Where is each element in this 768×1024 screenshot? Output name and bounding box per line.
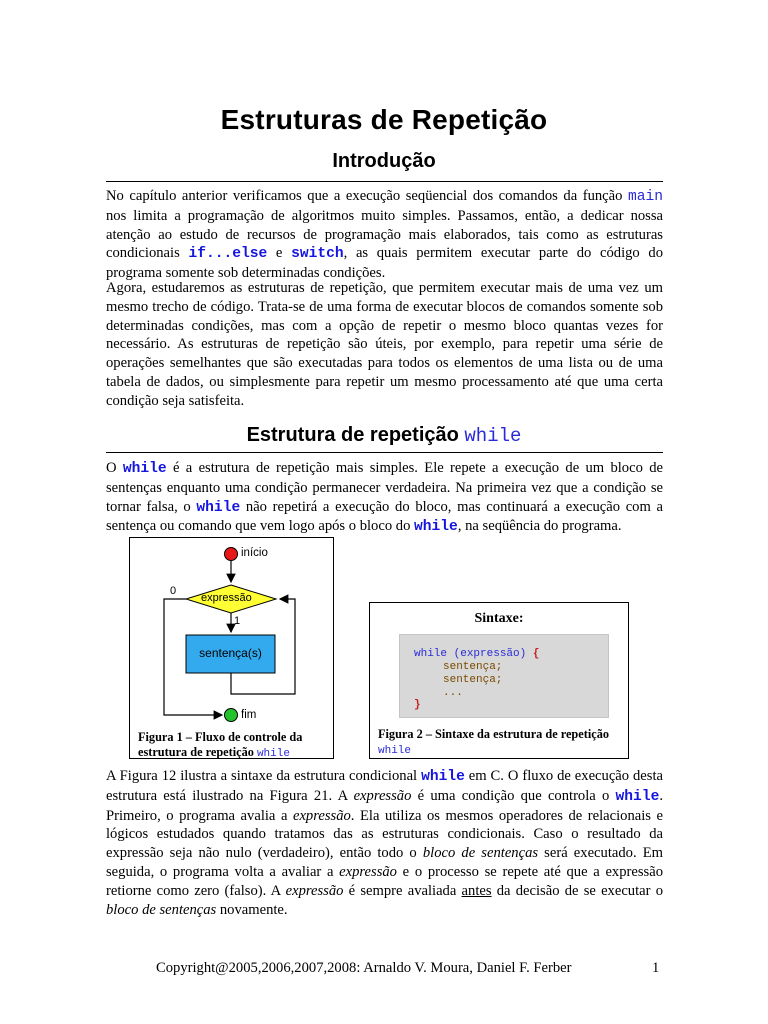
true-label: 1 (234, 615, 241, 627)
statement-label: sentença(s) (199, 646, 262, 660)
keyword-if-else: if...else (188, 246, 268, 263)
false-label: 0 (170, 585, 177, 597)
code-keyword-while: while (414, 648, 448, 660)
section-heading-intro: Introdução (332, 150, 436, 172)
figure-1-caption: Figura 1 – Fluxo de controle da estrutura de repetição while (138, 730, 303, 760)
figure-2-caption: Figura 2 – Sintaxe da estrutura de repetição while (378, 727, 609, 757)
keyword-switch: switch (291, 246, 344, 263)
section-divider (106, 452, 663, 453)
heading-code-while: while (464, 425, 522, 447)
page-number: 1 (652, 960, 660, 976)
start-node (225, 548, 238, 561)
syntax-heading: Sintaxe: (474, 611, 524, 626)
section-divider (106, 181, 663, 182)
while-paragraph-2: A Figura 12 ilustra a sintaxe da estrutura condicional while em C. O fluxo de execução desta estrutura está ilustrado na Figura 21. A expressão é uma condição que controla o while. Primeiro, o programa avalia a expressão. Ela utiliza os mesmos operadores de relacionais e lógicos estudados quando tratamos das as estruturas condicionais. Caso o resultado da expressão seja não nulo (verdadeiro), então todo o bloco de sentenças será executado. Em seguida, o programa volta a avaliar a expressão e o processo se repete até que a expressão retiorne como zero (falso). A expressão é sempre avaliada antes da decisão de se executar o bloco de sentenças novamente. (106, 768, 664, 918)
end-label: fim (241, 709, 257, 721)
start-label: início (241, 547, 268, 559)
end-node (225, 709, 238, 722)
figure-1-frame (129, 537, 334, 759)
code-main: main (627, 189, 663, 205)
footer-copyright: Copyright@2005,2006,2007,2008: Arnaldo V. Moura, Daniel F. Ferber (156, 960, 572, 976)
while-paragraph-1: O while é a estrutura de repetição mais simples. Ele repete a execução de um bloco de sentenças enquanto uma condição permanecer verdadeira. Na primeira vez que a condição se tornar falsa, o while não repetirá a execução do bloco, mas continuará a execução com a sentença ou comando que vem logo após o bloco do while, na seqüência do programa. (106, 460, 663, 536)
intro-paragraph-1: No capítulo anterior verificamos que a execução seqüencial dos comandos da função main nos limita a programação de algoritmos muito simples. Passamos, então, a dedicar nossa atenção ao estudo de recursos de programação mais elaborados, tais como as estruturas condicionais if...else e switch, as quais permitem executar parte do código do programa somente sob determinadas condições. (106, 188, 663, 282)
figure-2-frame (369, 602, 629, 759)
syntax-code-block: while (expressão) { sentença; sentença; ... } (399, 634, 609, 718)
document-title: Estruturas de Repetição (220, 104, 548, 135)
condition-label: expressão (201, 592, 252, 604)
intro-paragraph-2: Agora, estudaremos as estruturas de repetição, que permitem executar mais de uma vez um mesmo trecho de código. Trata-se de uma forma de executar blocos de comandos somente sob determinadas condições, mas com a opção de repetir o mesmo bloco quantas vezes for necessário. As estruturas de repetição são úteis, por exemplo, para repetir uma série de operações semelhantes que são executadas para todos os elementos de uma lista ou de uma tabela de dados, ou simplesmente para repetir um mesmo processamento até que uma certa condição seja satisfeita. (106, 280, 663, 409)
section-heading-while: Estrutura de repetição while (246, 424, 522, 447)
